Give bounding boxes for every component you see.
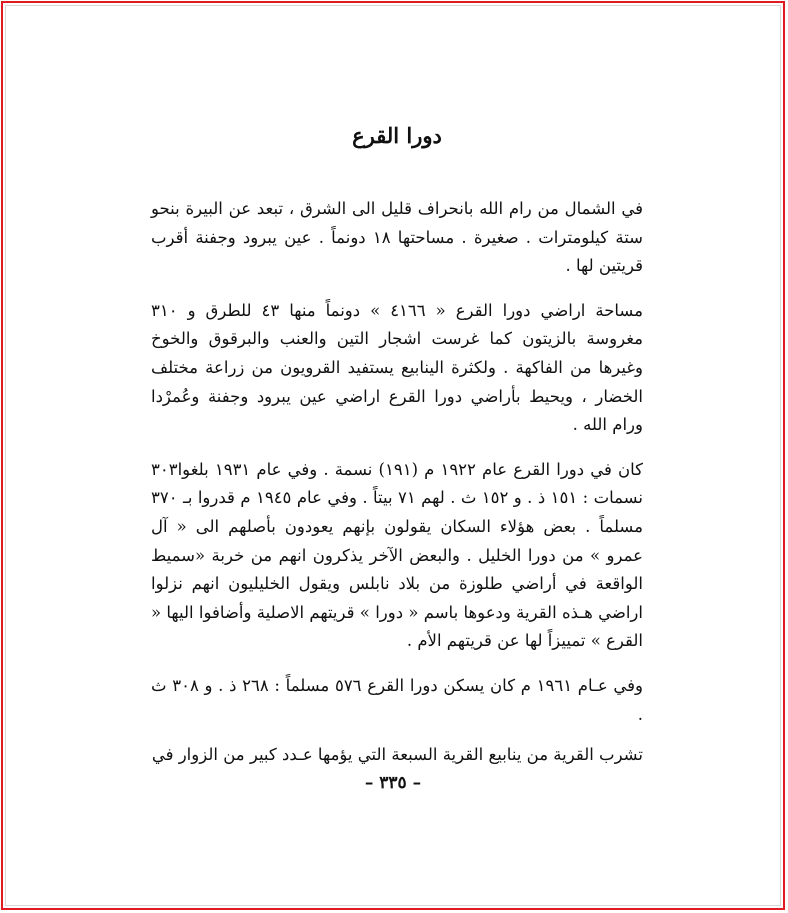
paragraph-population: كان في دورا القرع عام ١٩٢٢ م (١٩١) نسمة . وفي عام ١٩٣١ بلغوا٣٠٣ نسمات : ١٥١ ذ . و ١٥٢ ث . لهم ٧١ بيتاً . وفي عام ١٩٤٥ م قدروا بـ ٣٧٠ مسلماً . بعض هؤلاء السكان يقولون بإنهم يعودون بأصلهم الى « آل عمرو » من دورا الخليل . والبعض الآخر يذكرون انهم من خربة «سميط الواقعة في أراضي طلوزة من بلاد نابلس ويقول الخليليون انهم نزلوا اراضي هـذه القرية ودعوها باسم « دورا » قريتهم الاصلية وأضافوا اليها « القرع » تمييزاً لها عن قريتهم الأم . xyxy=(151,459,643,651)
page-number: – ٣٣٥ – xyxy=(364,773,422,793)
paragraph-springs: تشرب القرية من ينابيع القرية السبعة التي يؤمها عـدد كبير من الزوار في xyxy=(151,745,643,765)
page-title: دورا القرع xyxy=(352,123,442,148)
paragraph-census-1961: وفي عـام ١٩٦١ م كان يسكن دورا القرع ٥٧٦ مسلماً : ٢٦٨ ذ . و ٣٠٨ ث . xyxy=(151,675,643,724)
document-page xyxy=(151,121,643,786)
paragraph-land-area: مساحة اراضي دورا القرع « ٤١٦٦ » دونماً منها ٤٣ للطرق و ٣١٠ مغروسة بالزيتون كما غرست اشجار التين والعنب والبرقوق والخوخ وغيرها من الفاكهة . ولكثرة الينابيع يستفيد القرويون من زراعة مختلف الخضار ، ويحيط بأراضي دورا القرع اراضي عين يبرود وجفنة وعُمرْدا ورام الله . xyxy=(151,300,644,435)
page-frame xyxy=(1,1,785,910)
paragraph-location: في الشمال من رام الله بانحراف قليل الى الشرق ، تبعد عن البيرة بنحو ستة كيلومترات . صغيرة . مساحتها ١٨ دونماً . عين يبرود وجفنة أقرب قريتين لها . xyxy=(151,199,643,276)
